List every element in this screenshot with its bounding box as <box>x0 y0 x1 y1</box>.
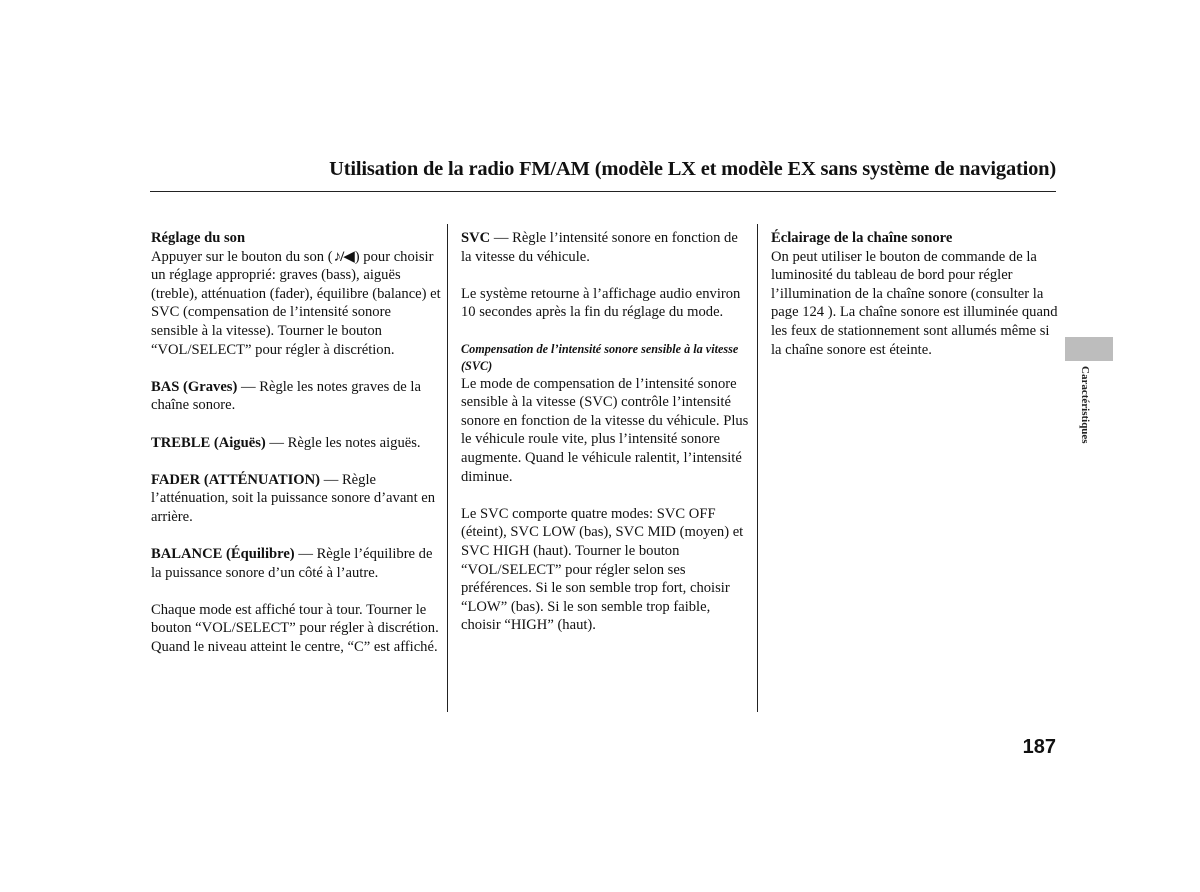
illumination-paragraph <box>771 229 1061 359</box>
section-tab-label: Caractéristiques <box>1079 366 1091 444</box>
svc-modes-paragraph: Le SVC comporte quatre modes: SVC OFF (éteint), SVC LOW (bas), SVC MID (moyen) et SVC HIGH (haut). Tourner le bouton “VOL/SELECT” pour régler selon ses préférences. Si le son semble trop fort, choisir “LOW” (bas). Si le son semble trop faible, choisir “HIGH” (haut). <box>461 505 744 634</box>
sound-intro-text-b: ) pour choisir un réglage approprié: graves (bass), aiguës (treble), atténuation (fader), équilibre (balance) et SVC (compensation de l’intensité sonore sensible à la vitesse). Tourner le bouton “VOL/SELECT” pour régler à discrétion. <box>151 248 441 358</box>
balance-text: — Règle l’équilibre de la puissance sonore d’un côté à l’autre. <box>151 546 433 581</box>
fader-term: FADER (ATTÉNUATION) <box>151 471 321 488</box>
bas-term: BAS (Graves) <box>151 378 238 395</box>
column-illumination <box>771 229 1061 378</box>
balance-paragraph <box>151 545 441 582</box>
return-paragraph: Le système retourne à l’affichage audio environ 10 secondes après la fin du réglage du mode. <box>461 285 741 321</box>
column-divider-1 <box>447 224 448 712</box>
title-divider <box>150 191 1056 192</box>
illumination-text: On peut utiliser le bouton de commande de la luminosité du tableau de bord pour régler l’illumination de la chaîne sonore (consulter la page 124 ). La chaîne sonore est illuminée quand les feux de stationnement sont allumés même si la chaîne sonore est éteinte. <box>771 248 1058 358</box>
section-heading-sound: Réglage du son <box>151 230 246 246</box>
mode-paragraph: Chaque mode est affiché tour à tour. Tourner le bouton “VOL/SELECT” pour régler à discrétion. Quand le niveau atteint le centre, “C” est affiché. <box>151 601 439 656</box>
column-divider-2 <box>757 224 758 712</box>
fader-paragraph <box>151 471 441 527</box>
treble-term: TREBLE (Aiguës) <box>151 434 266 451</box>
svc-description: Le mode de compensation de l’intensité sonore sensible à la vitesse (SVC) contrôle l’intensité sonore en fonction de la vitesse du véhicule. Plus le véhicule roule vite, plus l’intensité sonore augmente. Quand le véhicule ralentit, l’intensité diminue. <box>461 375 749 485</box>
column-svc <box>461 229 751 653</box>
page-title: Utilisation de la radio FM/AM (modèle LX et modèle EX sans système de navigation) <box>329 158 1056 180</box>
balance-term: BALANCE (Équilibre) <box>151 546 295 563</box>
section-heading-illumination: Éclairage de la chaîne sonore <box>771 230 953 246</box>
column-sound-settings <box>151 229 441 675</box>
sound-intro-text-a: Appuyer sur le bouton du son ( <box>151 248 333 265</box>
treble-text: — Règle les notes aiguës. <box>265 434 421 451</box>
section-tab <box>1065 337 1113 361</box>
bas-text: — Règle les notes graves de la chaîne sonore. <box>151 378 421 414</box>
sound-intro-paragraph <box>151 229 441 359</box>
bas-paragraph <box>151 378 441 415</box>
sound-button-icon: ♪/◀ <box>333 248 354 265</box>
svc-paragraph <box>461 229 751 266</box>
svc-subheading: Compensation de l’intensité sonore sensible à la vitesse (SVC) <box>461 341 739 373</box>
svc-description-paragraph <box>461 341 751 487</box>
page-number: 187 <box>1022 736 1056 758</box>
svc-term: SVC <box>461 230 491 246</box>
fader-text: — Règle l’atténuation, soit la puissance sonore d’avant en arrière. <box>151 471 436 525</box>
svc-text: — Règle l’intensité sonore en fonction de la vitesse du véhicule. <box>461 230 738 265</box>
treble-paragraph <box>151 434 441 453</box>
